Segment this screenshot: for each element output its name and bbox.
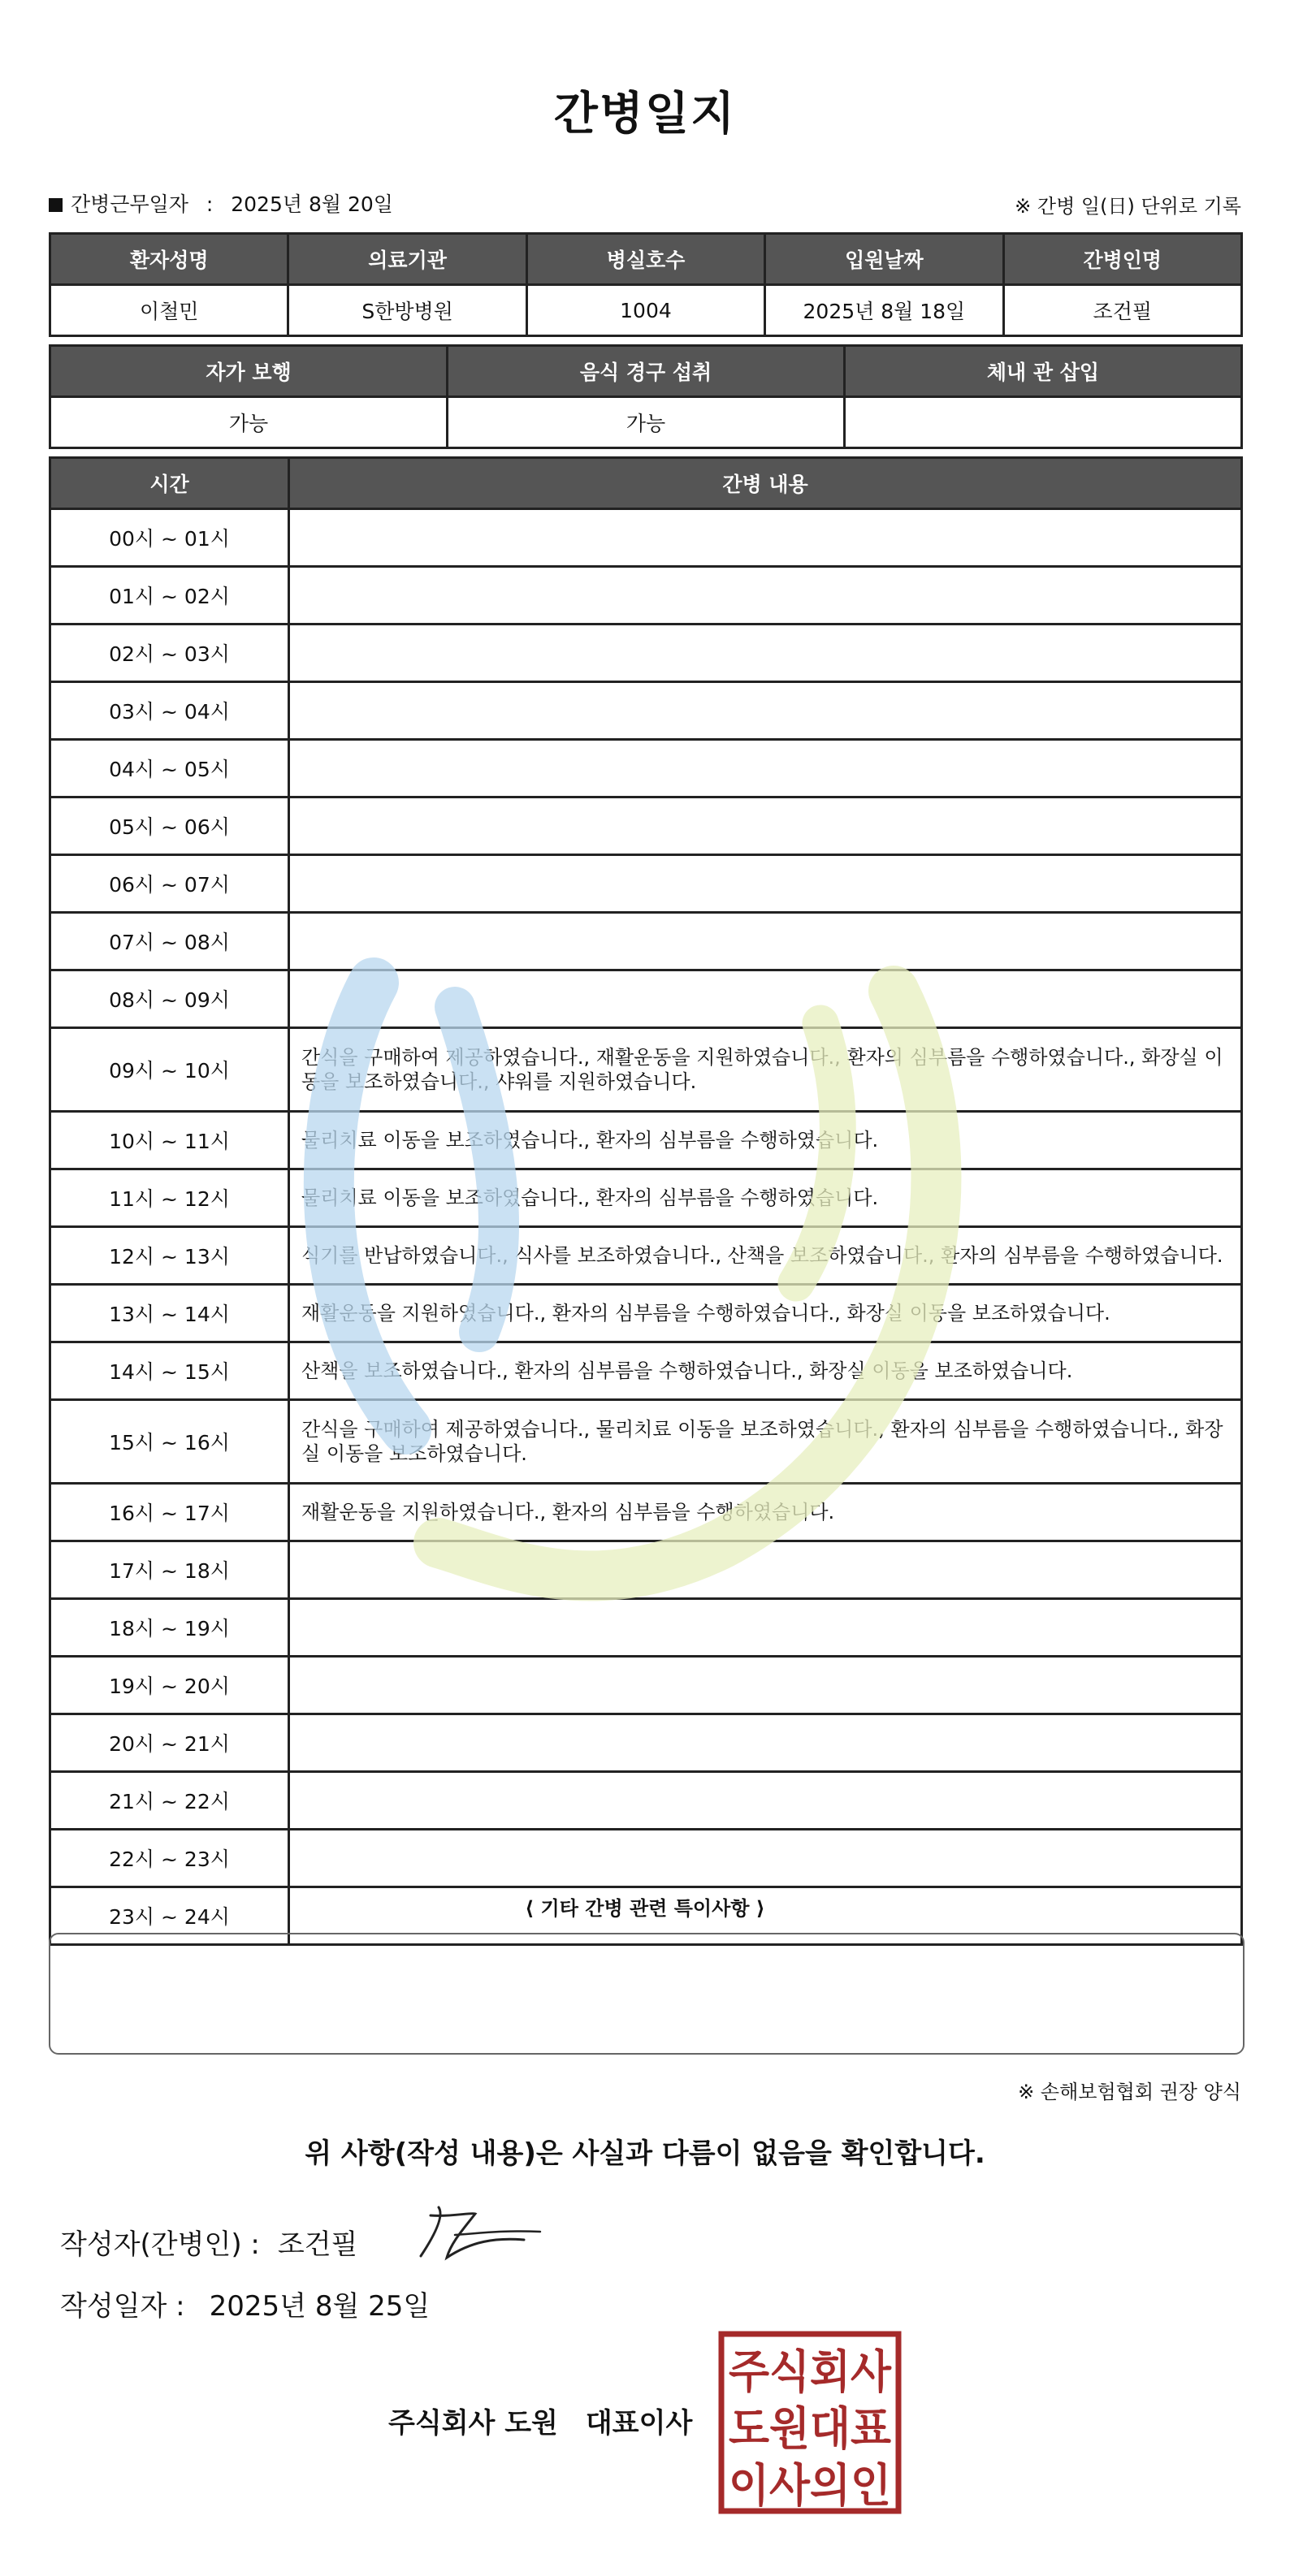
document-title: 간병일지 <box>553 88 737 140</box>
time-slot: 21시 ~ 22시 <box>50 1772 289 1830</box>
time-slot: 20시 ~ 21시 <box>50 1714 289 1772</box>
caregiver-name: 조건필 <box>1003 285 1241 336</box>
time-slot: 11시 ~ 12시 <box>50 1169 289 1227</box>
svg-text:도원대표: 도원대표 <box>729 2403 891 2456</box>
writer-line <box>60 2222 357 2262</box>
table-row <box>50 1028 1242 1112</box>
table-row <box>50 1342 1242 1400</box>
header-oral-intake: 음식 경구 섭취 <box>448 346 845 397</box>
table-row <box>50 913 1242 970</box>
admission-date: 2025년 8월 18일 <box>765 285 1003 336</box>
header-time: 시간 <box>50 458 289 509</box>
time-slot: 06시 ~ 07시 <box>50 855 289 913</box>
company-seal-stamp <box>718 2331 902 2514</box>
table-row <box>50 740 1242 797</box>
care-content <box>289 855 1242 913</box>
table-row <box>50 1112 1242 1169</box>
care-content: 재활운동을 지원하였습니다., 환자의 심부름을 수행하였습니다., 화장실 이동을 보조하였습니다. <box>289 1285 1242 1342</box>
table-row <box>50 1400 1242 1484</box>
time-slot: 15시 ~ 16시 <box>50 1400 289 1484</box>
company-name: 주식회사 도원 <box>388 2407 558 2440</box>
bullet-square-icon <box>49 198 63 212</box>
time-slot: 18시 ~ 19시 <box>50 1599 289 1657</box>
time-slot: 07시 ~ 08시 <box>50 913 289 970</box>
patient-info-table <box>49 232 1243 337</box>
time-slot: 02시 ~ 03시 <box>50 625 289 682</box>
care-content <box>289 913 1242 970</box>
care-content <box>289 509 1242 567</box>
care-content <box>289 567 1242 625</box>
header-tube-insertion: 체내 관 삽입 <box>845 346 1242 397</box>
time-slot: 16시 ~ 17시 <box>50 1484 289 1541</box>
company-line <box>388 2401 692 2440</box>
care-content <box>289 1772 1242 1830</box>
time-slot: 12시 ~ 13시 <box>50 1227 289 1285</box>
time-slot: 22시 ~ 23시 <box>50 1830 289 1887</box>
time-slot: 14시 ~ 15시 <box>50 1342 289 1400</box>
self-walking-value: 가능 <box>50 397 448 448</box>
table-row <box>50 509 1242 567</box>
written-date-label: 작성일자 : <box>60 2290 185 2323</box>
care-content: 물리치료 이동을 보조하였습니다., 환자의 심부름을 수행하였습니다. <box>289 1112 1242 1169</box>
table-row <box>50 1169 1242 1227</box>
time-slot: 23시 ~ 24시 <box>50 1887 289 1945</box>
care-content <box>289 1541 1242 1599</box>
time-slot: 04시 ~ 05시 <box>50 740 289 797</box>
oral-intake-value: 가능 <box>448 397 845 448</box>
table-row <box>50 1541 1242 1599</box>
table-row <box>50 567 1242 625</box>
table-row <box>50 970 1242 1028</box>
table-row <box>50 1657 1242 1714</box>
patient-name: 이철민 <box>50 285 288 336</box>
tube-insertion-value <box>845 397 1242 448</box>
care-content <box>289 1599 1242 1657</box>
work-date-line <box>49 188 393 218</box>
recommendation-note: ※ 손해보험협회 권장 양식 <box>1018 2081 1241 2103</box>
table-row <box>50 855 1242 913</box>
care-content: 물리치료 이동을 보조하였습니다., 환자의 심부름을 수행하였습니다. <box>289 1169 1242 1227</box>
care-content <box>289 970 1242 1028</box>
company-representative-title: 대표이사 <box>585 2407 693 2440</box>
header-admission-date: 입원날짜 <box>765 234 1003 285</box>
header-self-walking: 자가 보행 <box>50 346 448 397</box>
table-row <box>50 797 1242 855</box>
writer-name: 조건필 <box>277 2228 358 2261</box>
table-row <box>50 1830 1242 1887</box>
care-content <box>289 797 1242 855</box>
time-slot: 10시 ~ 11시 <box>50 1112 289 1169</box>
time-slot: 00시 ~ 01시 <box>50 509 289 567</box>
signature <box>414 2193 544 2274</box>
institution: S한방병원 <box>288 285 526 336</box>
care-content <box>289 1657 1242 1714</box>
care-content: 재활운동을 지원하였습니다., 환자의 심부름을 수행하였습니다. <box>289 1484 1242 1541</box>
table-row <box>50 1227 1242 1285</box>
time-slot: 03시 ~ 04시 <box>50 682 289 740</box>
table-row <box>50 1599 1242 1657</box>
written-date-value: 2025년 8월 25일 <box>209 2290 431 2323</box>
time-slot: 13시 ~ 14시 <box>50 1285 289 1342</box>
care-content <box>289 625 1242 682</box>
care-content <box>289 682 1242 740</box>
care-content: 간식을 구매하여 제공하였습니다., 재활운동을 지원하였습니다., 환자의 심부름을 수행하였습니다., 화장실 이동을 보조하였습니다., 샤워를 지원하였습니다. <box>289 1028 1242 1112</box>
time-slot: 05시 ~ 06시 <box>50 797 289 855</box>
time-slot: 08시 ~ 09시 <box>50 970 289 1028</box>
time-slot: 17시 ~ 18시 <box>50 1541 289 1599</box>
care-content <box>289 1714 1242 1772</box>
header-care-content: 간병 내용 <box>289 458 1242 509</box>
care-content <box>289 1830 1242 1887</box>
care-content <box>289 740 1242 797</box>
svg-text:주식회사: 주식회사 <box>729 2346 892 2399</box>
svg-text:이사의인: 이사의인 <box>729 2460 891 2513</box>
care-log-table <box>49 456 1243 1946</box>
confirmation-statement: 위 사항(작성 내용)은 사실과 다름이 없음을 확인합니다. <box>305 2137 985 2170</box>
care-content: 식기를 반납하였습니다., 식사를 보조하였습니다., 산책을 보조하였습니다., 환자의 심부름을 수행하였습니다. <box>289 1227 1242 1285</box>
header-room-number: 병실호수 <box>526 234 764 285</box>
work-date-label: 간병근무일자 <box>71 192 188 216</box>
special-notes-title: ⟨ 기타 간병 관련 특이사항 ⟩ <box>525 1897 765 1920</box>
work-date-separator: : <box>206 192 214 216</box>
table-row <box>50 1714 1242 1772</box>
written-date-line <box>60 2284 430 2323</box>
time-slot: 19시 ~ 20시 <box>50 1657 289 1714</box>
table-row <box>50 1484 1242 1541</box>
care-content: 산책을 보조하였습니다., 환자의 심부름을 수행하였습니다., 화장실 이동을 보조하였습니다. <box>289 1342 1242 1400</box>
work-date-value: 2025년 8월 20일 <box>231 192 393 216</box>
care-log-rows <box>50 509 1242 1945</box>
table-row <box>50 1285 1242 1342</box>
header-caregiver-name: 간병인명 <box>1003 234 1241 285</box>
care-content: 간식을 구매하여 제공하였습니다., 물리치료 이동을 보조하였습니다., 환자의 심부름을 수행하였습니다., 화장실 이동을 보조하였습니다. <box>289 1400 1242 1484</box>
time-slot: 09시 ~ 10시 <box>50 1028 289 1112</box>
table-row <box>50 1772 1242 1830</box>
unit-note: ※ 간병 일(日) 단위로 기록 <box>1015 195 1241 218</box>
special-notes-box <box>49 1933 1245 2055</box>
header-patient-name: 환자성명 <box>50 234 288 285</box>
header-institution: 의료기관 <box>288 234 526 285</box>
room-number: 1004 <box>526 285 764 336</box>
time-slot: 01시 ~ 02시 <box>50 567 289 625</box>
table-row <box>50 625 1242 682</box>
writer-label: 작성자(간병인) : <box>60 2228 260 2261</box>
table-row <box>50 682 1242 740</box>
ability-table <box>49 344 1243 449</box>
